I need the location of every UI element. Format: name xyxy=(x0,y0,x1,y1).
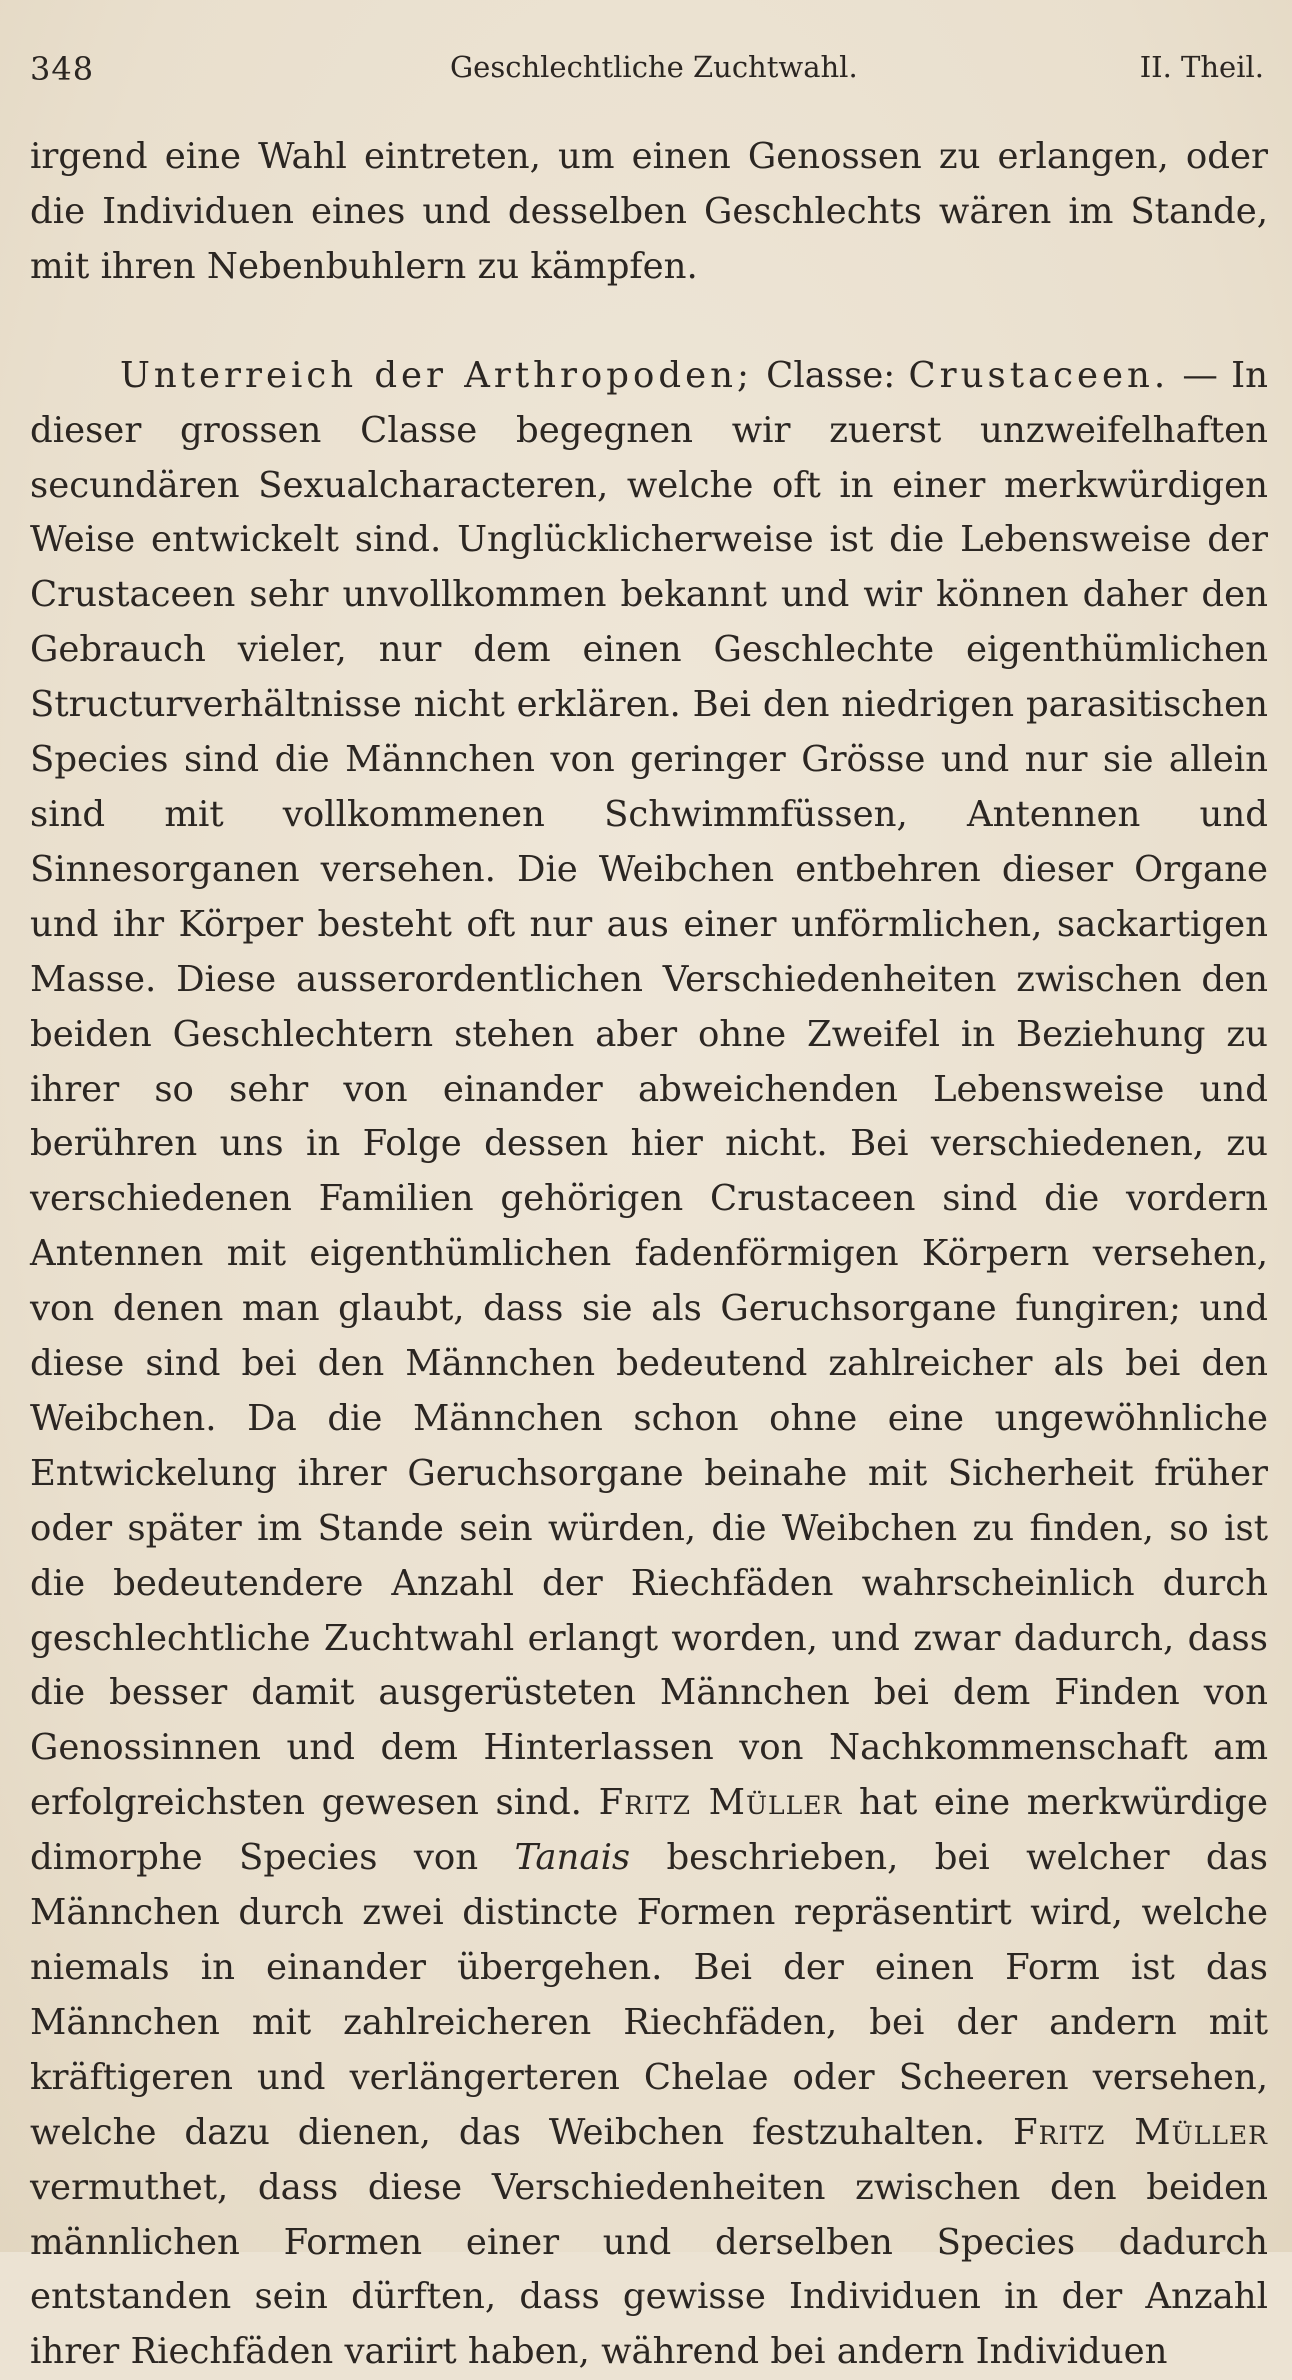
body-text xyxy=(30,130,1268,2380)
author-name: Fritz Müller xyxy=(1013,2111,1269,2153)
page-header xyxy=(30,42,1264,102)
text-run: hat eine merkwürdige dimorphe Species von xyxy=(30,1782,1268,1879)
genus-name: Tanais xyxy=(514,1837,631,1879)
page-number: 348 xyxy=(30,50,95,88)
paragraph-continuation: irgend eine Wahl eintreten, um einen Genossen zu erlangen, oder die Individuen eines und desselben Geschlechts wären im Stande, mit ihren Nebenbuhlern zu kämpfen. xyxy=(30,136,1268,287)
text-run: beschrieben, bei welcher das Männchen durch zwei distincte Formen repräsentirt wird, welche niemals in einander übergehen. Bei der einen Form ist das Männchen mit zahlreicheren Riechfäden, bei der andern mit kräftigeren und verlängerteren Chelae oder Scheeren versehen, welche dazu dienen, das Weibchen festzuhalten. xyxy=(30,1837,1269,2153)
paragraph-crustaceen xyxy=(30,349,1268,2380)
text-run: — In dieser grossen Classe begegnen wir zuerst unzweifelhaften secundären Sexualcharacteren, welche oft in einer merkwürdigen Weise entwickelt sind. Unglücklicherweise ist die Lebensweise der Crustaceen sehr unvollkommen bekannt und wir können daher den Gebrauch vieler, nur dem einen Geschlechte eigenthümlichen Structurverhältnisse nicht erklären. Bei den niedrigen parasitischen Species sind die Männchen von geringer Grösse und nur sie allein sind mit vollkommenen Schwimmfüssen, Antennen und Sinnesorganen versehen. Die Weibchen entbehren dieser Organe und ihr Körper besteht oft nur aus einer unförmlichen, sackartigen Masse. Diese ausserordentlichen Verschiedenheiten zwischen den beiden Geschlechtern stehen aber ohne Zweifel in Beziehung zu ihrer so sehr von einander abweichenden Lebensweise und berühren uns in Folge dessen hier nicht. Bei verschiedenen, zu verschiedenen Familien gehörigen Crustaceen sind die vordern Antennen mit eigenthümlichen fadenförmigen Körpern versehen, von denen man glaubt, dass sie als Geruchsorgane fungiren; und diese sind bei den Männchen bedeutend zahlreicher als bei den Weibchen. Da die Männchen schon ohne eine ungewöhnliche Entwickelung ihrer Geruchsorgane beinahe mit Sicherheit früher oder später im Stande sein würden, die Weibchen zu finden, so ist die bedeutendere Anzahl der Riechfäden wahrscheinlich durch geschlechtliche Zuchtwahl erlangt worden, und zwar dadurch, dass die besser damit ausgerüsteten Männchen bei dem Finden von Genossinnen und dem Hinterlassen von Nachkommenschaft am erfolgreichsten gewesen sind. xyxy=(30,354,1268,1824)
author-name: Fritz Müller xyxy=(598,1782,843,1824)
paragraph-gap xyxy=(30,295,1268,349)
heading-class-label: Classe: xyxy=(752,354,909,396)
running-title: Geschlechtliche Zuchtwahl. xyxy=(450,50,858,84)
part-label: II. Theil. xyxy=(1139,50,1264,84)
section-heading: Unterreich der Arthropoden; xyxy=(120,354,753,396)
heading-class-name: Crustaceen. xyxy=(908,354,1170,396)
text-run: vermuthet, dass diese Verschiedenheiten zwischen den beiden männlichen Formen einer und derselben Species dadurch entstanden sein dürften, dass gewisse Individuen in der Anzahl ihrer Riechfäden variirt haben, während bei andern Individuen xyxy=(30,2166,1268,2373)
